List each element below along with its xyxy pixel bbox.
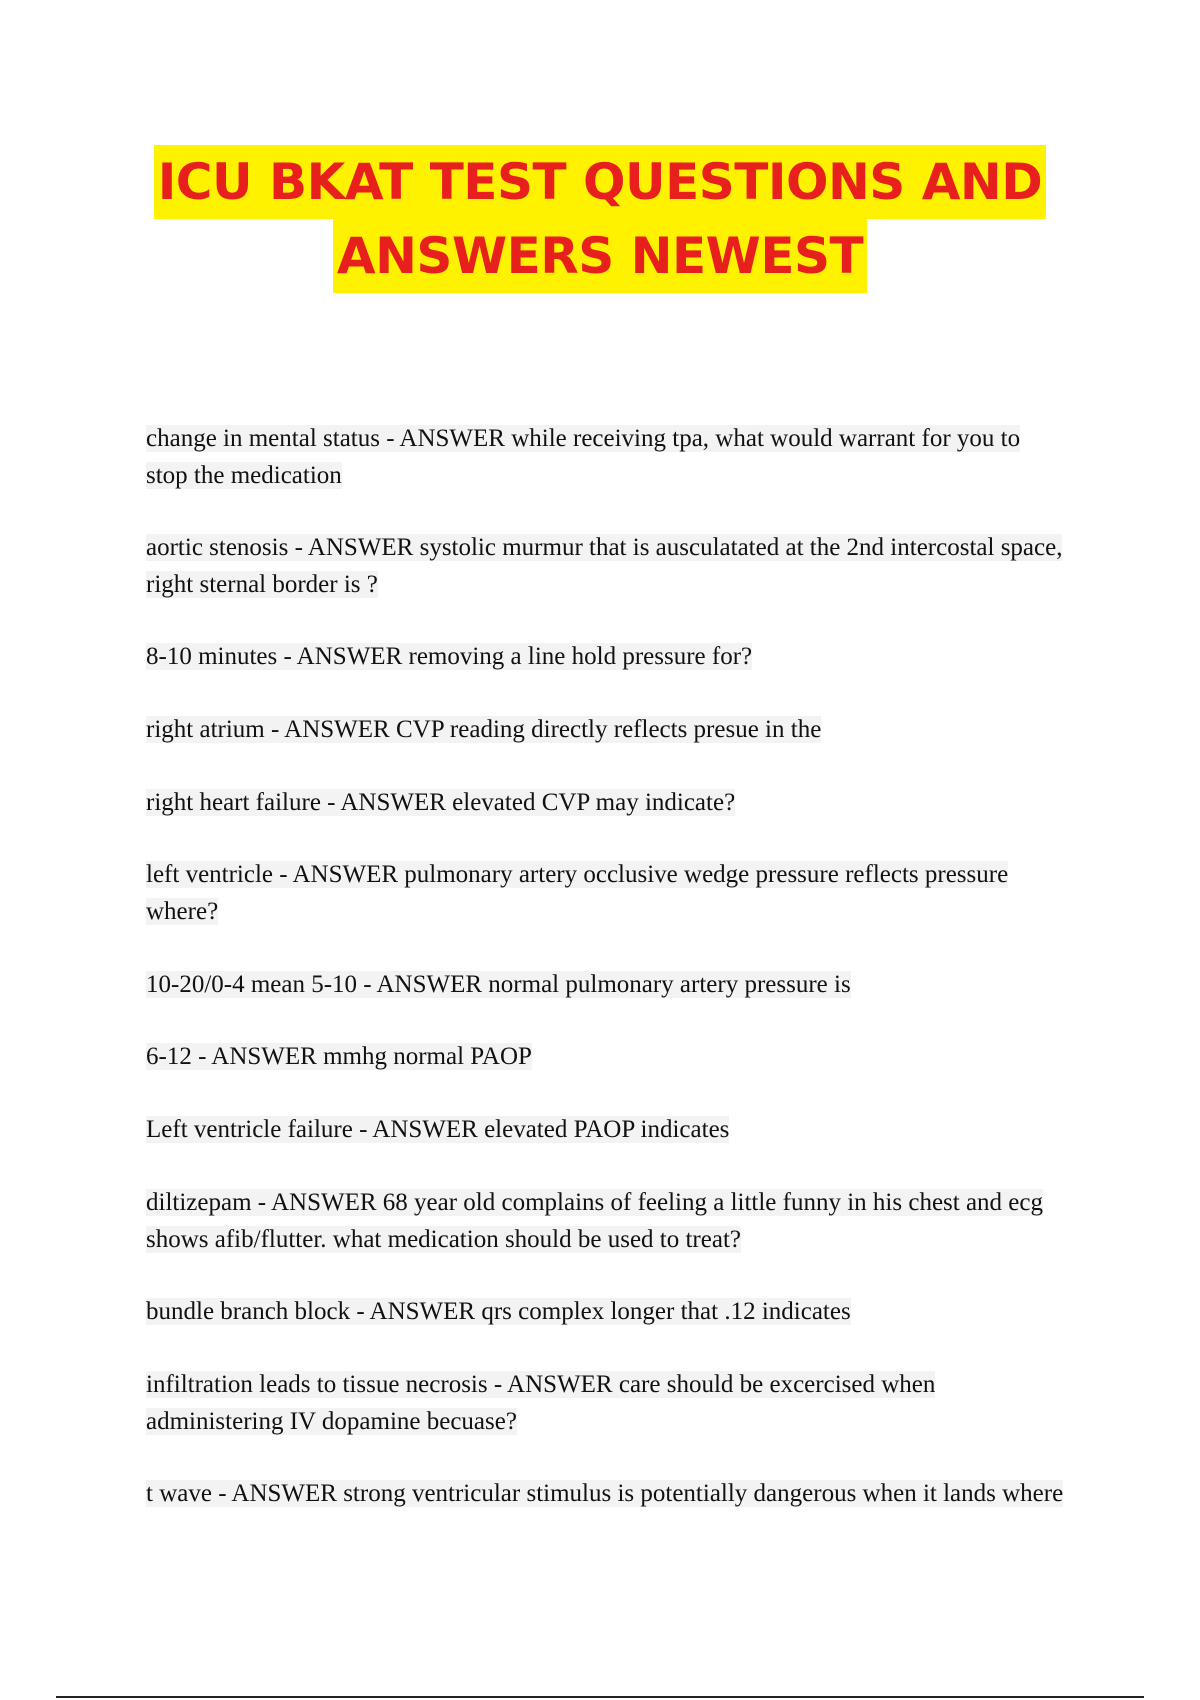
qa-text: bundle branch block - ANSWER qrs complex longer that .12 indicates bbox=[146, 1298, 851, 1325]
qa-text: t wave - ANSWER strong ventricular stimulus is potentially dangerous when it lands where bbox=[146, 1480, 1064, 1507]
qa-item bbox=[146, 1038, 1066, 1075]
qa-item bbox=[146, 1366, 1066, 1440]
footer-divider bbox=[56, 1696, 1144, 1698]
qa-item bbox=[146, 420, 1066, 494]
qa-item bbox=[146, 1111, 1066, 1148]
qa-text: infiltration leads to tissue necrosis - ANSWER care should be excercised when administering IV dopamine becuase? bbox=[146, 1371, 936, 1435]
qa-text: left ventricle - ANSWER pulmonary artery occlusive wedge pressure reflects pressure where? bbox=[146, 861, 1009, 925]
qa-item bbox=[146, 856, 1066, 930]
qa-item bbox=[146, 1475, 1066, 1512]
document-title bbox=[0, 145, 1200, 293]
qa-text: 10-20/0-4 mean 5-10 - ANSWER normal pulmonary artery pressure is bbox=[146, 971, 851, 998]
qa-text: right atrium - ANSWER CVP reading directly reflects presue in the bbox=[146, 716, 822, 743]
qa-text: change in mental status - ANSWER while receiving tpa, what would warrant for you to stop the medication bbox=[146, 425, 1021, 489]
title-line-1: ICU BKAT TEST QUESTIONS AND bbox=[154, 145, 1047, 219]
qa-text: Left ventricle failure - ANSWER elevated PAOP indicates bbox=[146, 1116, 730, 1143]
qa-text: 8-10 minutes - ANSWER removing a line hold pressure for? bbox=[146, 643, 753, 670]
qa-item bbox=[146, 1293, 1066, 1330]
title-line-2: ANSWERS NEWEST bbox=[333, 219, 867, 293]
qa-item bbox=[146, 529, 1066, 603]
qa-item bbox=[146, 638, 1066, 675]
qa-text: aortic stenosis - ANSWER systolic murmur that is ausculatated at the 2nd intercostal space, right sternal border is ? bbox=[146, 534, 1063, 598]
qa-item bbox=[146, 1184, 1066, 1258]
qa-text: diltizepam - ANSWER 68 year old complains of feeling a little funny in his chest and ecg shows afib/flutter. what medication should be used to treat? bbox=[146, 1189, 1043, 1253]
qa-item bbox=[146, 966, 1066, 1003]
qa-text: right heart failure - ANSWER elevated CVP may indicate? bbox=[146, 789, 736, 816]
qa-item bbox=[146, 784, 1066, 821]
qa-item bbox=[146, 711, 1066, 748]
qa-text: 6-12 - ANSWER mmhg normal PAOP bbox=[146, 1043, 532, 1070]
